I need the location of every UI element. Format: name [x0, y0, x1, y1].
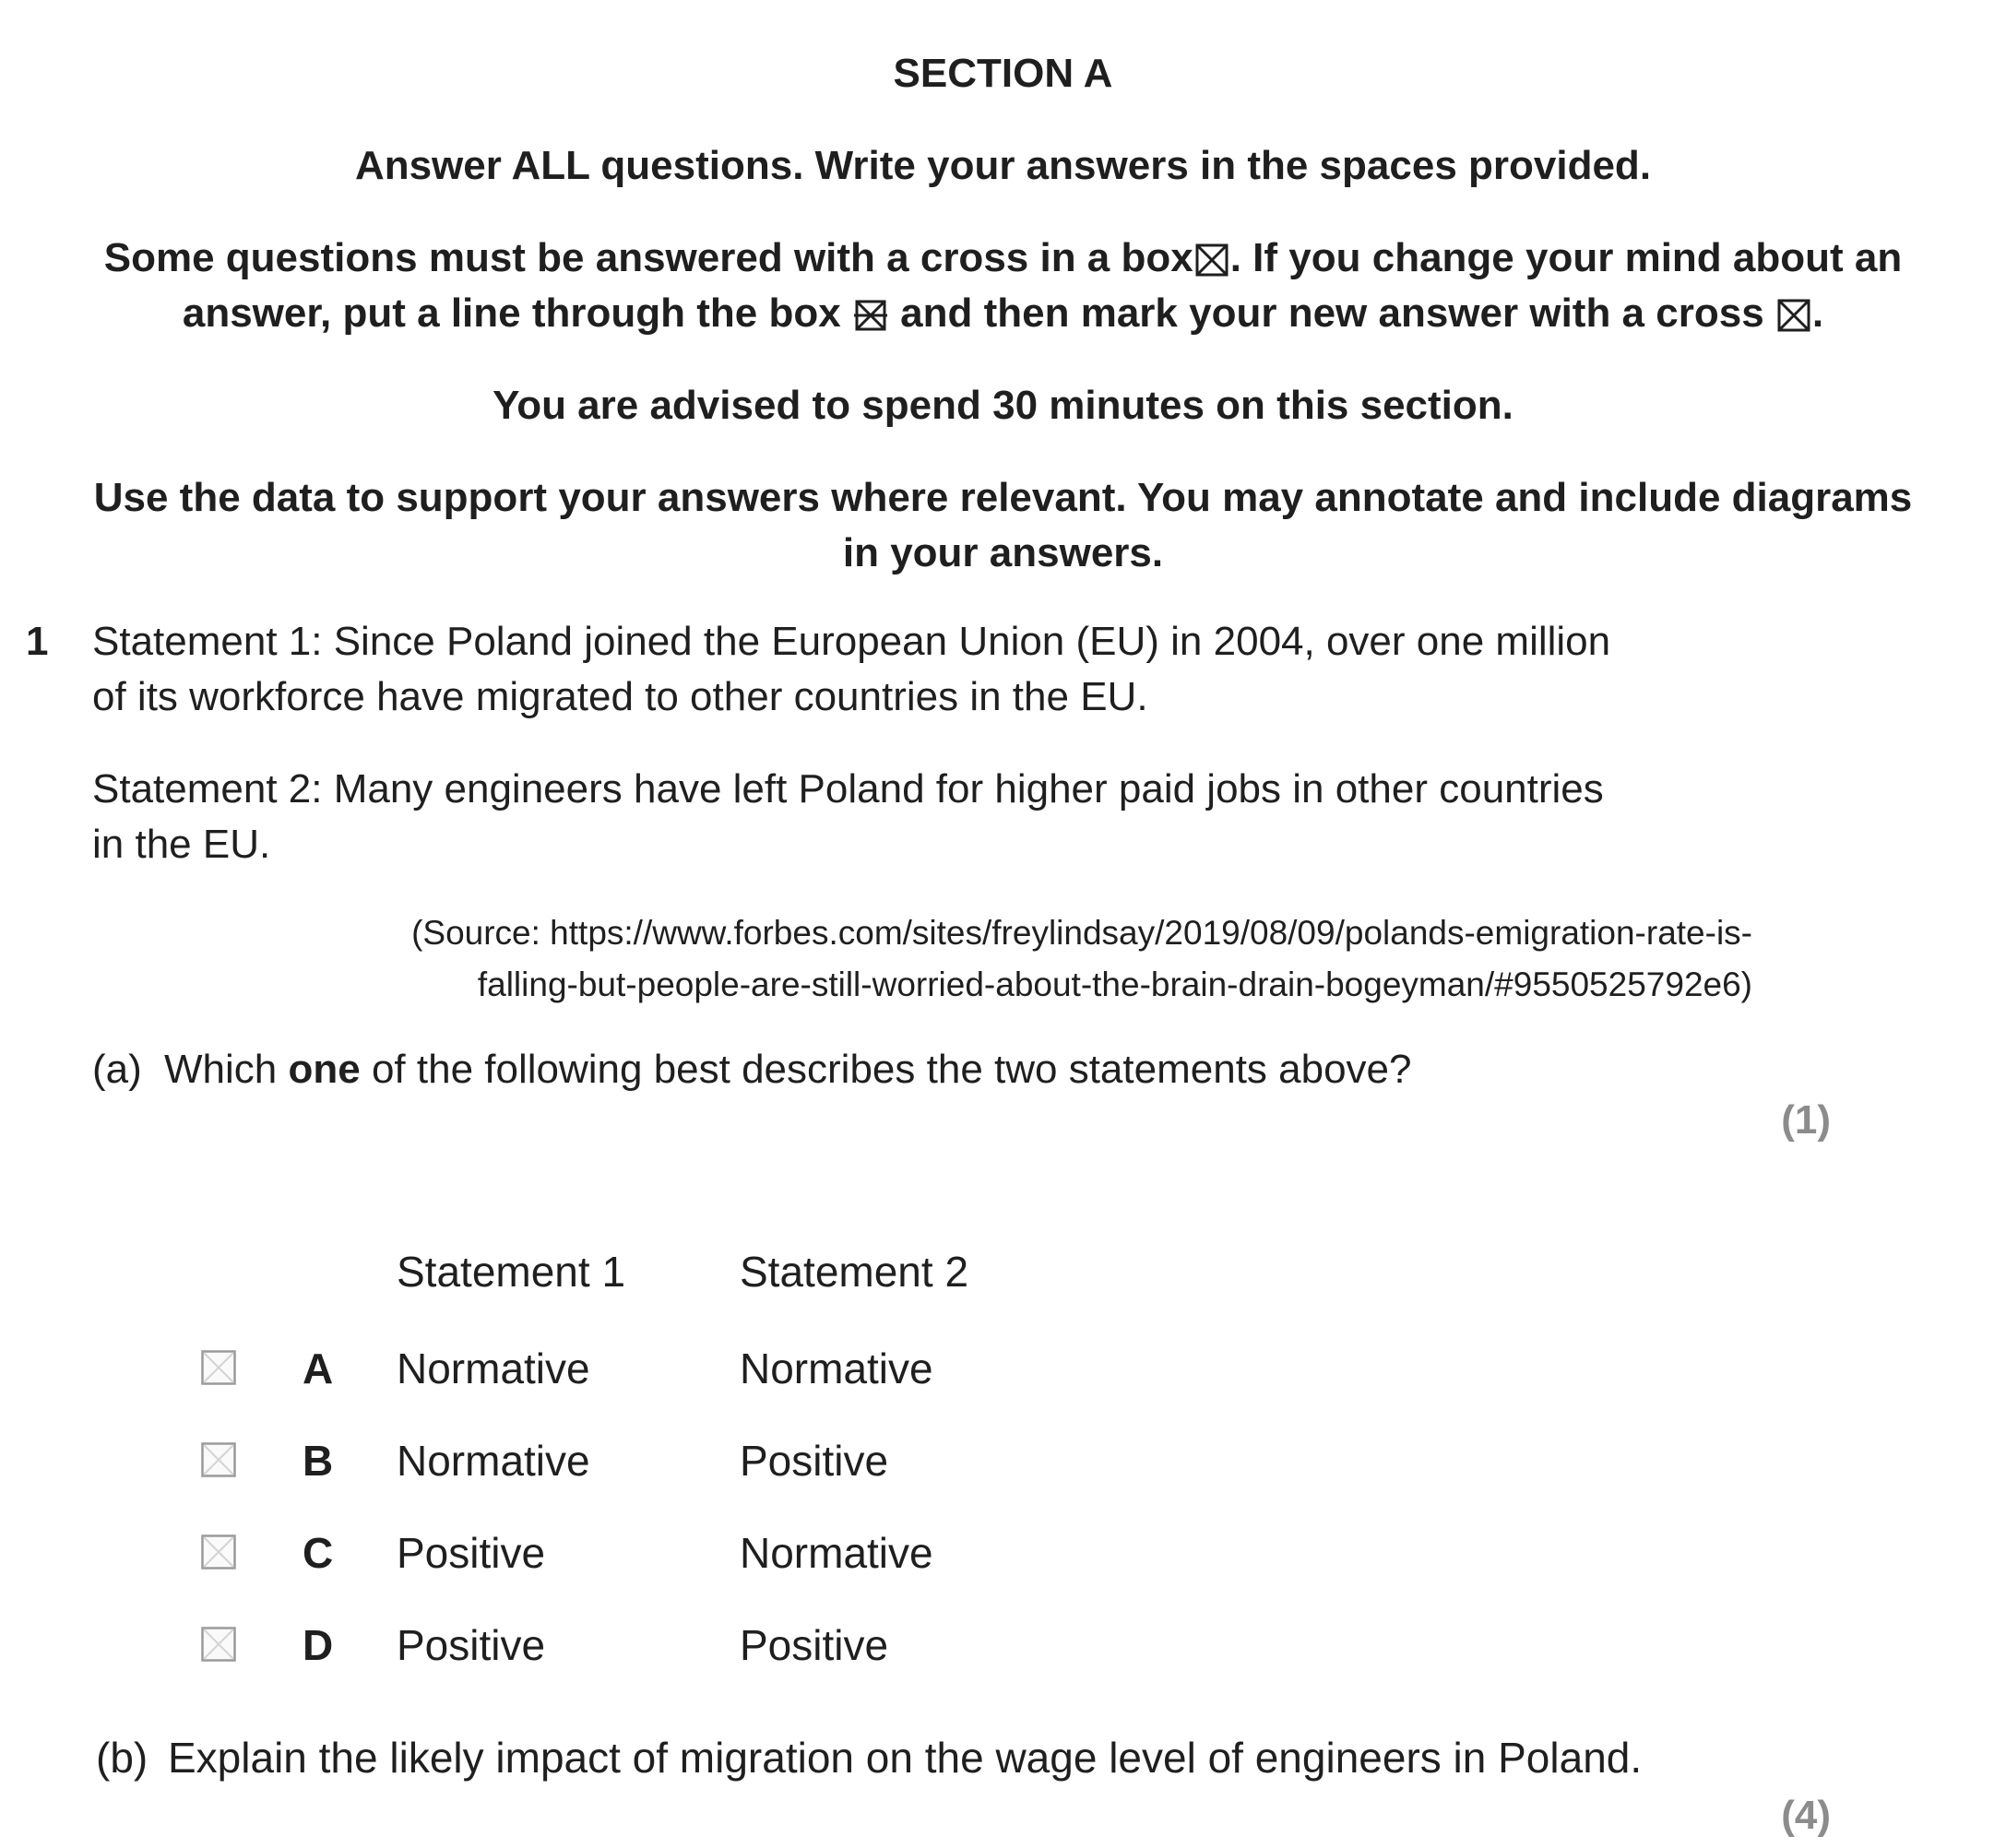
instruction-text: answer, put a line through the box	[182, 290, 841, 336]
part-b-label: (b)	[96, 1734, 148, 1782]
statement-2-line1: Statement 2: Many engineers have left Poland for higher paid jobs in other countries	[92, 766, 1604, 811]
statement-2-line2: in the EU.	[92, 822, 271, 867]
instruction-text: and then mark your new answer with a cross	[900, 290, 1764, 336]
instruction-cross-box-line1	[18, 231, 1988, 286]
source-citation	[286, 907, 1752, 1011]
statement-1-line1: Statement 1: Since Poland joined the European Union (EU) in 2004, over one million	[92, 619, 1611, 664]
answer-checkbox-d[interactable]	[201, 1627, 236, 1662]
part-a-label: (a)	[92, 1047, 142, 1092]
crossed-box-icon	[1777, 299, 1810, 332]
answer-checkbox-a[interactable]	[201, 1350, 236, 1385]
option-row-c	[0, 1525, 2006, 1590]
option-letter: D	[303, 1621, 334, 1669]
instruction-data-line2: in your answers.	[842, 530, 1164, 575]
section-title: SECTION A	[893, 51, 1113, 96]
option-letter: A	[303, 1345, 334, 1392]
answer-checkbox-b[interactable]	[201, 1442, 236, 1477]
option-letter: B	[303, 1437, 334, 1485]
instruction-data-line1: Use the data to support your answers where relevant. You may annotate and include diagrams	[93, 475, 1913, 520]
part-b-question: Explain the likely impact of migration on the wage level of engineers in Poland.	[168, 1734, 1643, 1782]
part-a-text-after: of the following best describes the two statements above?	[371, 1047, 1412, 1092]
option-statement-1: Positive	[397, 1621, 546, 1669]
option-statement-2: Positive	[740, 1437, 889, 1485]
instruction-text: Some questions must be answered with a cross in a box	[103, 235, 1193, 280]
struck-crossed-box-icon	[854, 299, 887, 332]
part-a-question	[164, 1042, 1412, 1097]
part-a-text-before: Which	[164, 1047, 278, 1092]
option-statement-1: Positive	[397, 1529, 546, 1577]
column-header-statement-2: Statement 2	[740, 1248, 969, 1296]
instruction-time: You are advised to spend 30 minutes on this section.	[493, 383, 1513, 428]
option-statement-2: Positive	[740, 1621, 889, 1669]
column-header-statement-1: Statement 1	[397, 1248, 626, 1296]
answer-checkbox-c[interactable]	[201, 1534, 236, 1570]
part-b-marks: (4)	[1781, 1793, 1831, 1838]
option-statement-1: Normative	[397, 1437, 590, 1485]
part-a-text-bold: one	[288, 1047, 361, 1092]
option-row-d	[0, 1617, 2006, 1682]
option-statement-1: Normative	[397, 1345, 590, 1392]
instruction-answer-all: Answer ALL questions. Write your answers in the spaces provided.	[354, 143, 1652, 188]
instruction-cross-box-line2	[18, 286, 1988, 341]
option-statement-2: Normative	[740, 1529, 933, 1577]
instruction-text: .	[1811, 290, 1824, 336]
instruction-text: . If you change your mind about an	[1229, 235, 1903, 280]
crossed-box-icon	[1195, 243, 1229, 277]
part-a-marks: (1)	[1781, 1097, 1831, 1143]
question-number: 1	[26, 619, 49, 664]
option-row-a	[0, 1341, 2006, 1405]
source-line2: falling-but-people-are-still-worried-about-the-brain-drain-bogeyman/#9550525792e6)	[477, 965, 1752, 1003]
option-letter: C	[303, 1529, 334, 1577]
option-statement-2: Normative	[740, 1345, 933, 1392]
source-line1: (Source: https://www.forbes.com/sites/freylindsay/2019/08/09/polands-emigration-rate-is-	[411, 914, 1752, 952]
statement-1-line2: of its workforce have migrated to other countries in the EU.	[92, 674, 1148, 719]
option-row-b	[0, 1433, 2006, 1498]
